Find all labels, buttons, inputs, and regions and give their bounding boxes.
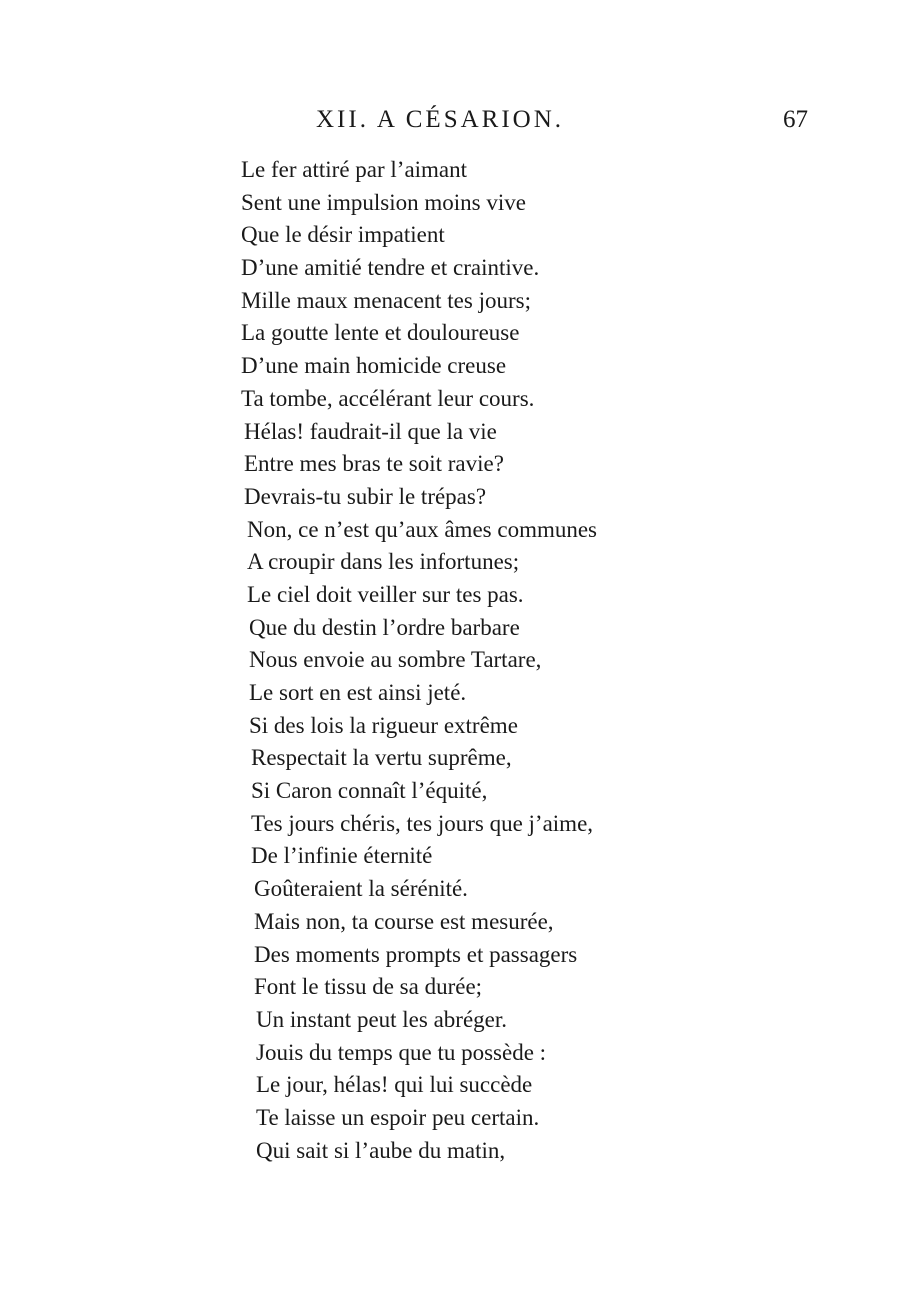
poem-line: Que du destin l’ordre barbare xyxy=(249,614,520,640)
poem-line: Devrais-tu subir le trépas? xyxy=(244,483,487,509)
poem-line: Que le désir impatient xyxy=(241,222,445,248)
poem-line: Le ciel doit veiller sur tes pas. xyxy=(247,581,524,607)
poem-line: Qui sait si l’aube du matin, xyxy=(256,1137,506,1163)
poem-line: D’une main homicide creuse xyxy=(241,353,507,379)
poem-line: Nous envoie au sombre Tartare, xyxy=(249,647,542,673)
poem-line: Ta tombe, accélérant leur cours. xyxy=(241,385,535,411)
poem-line: Mille maux menacent tes jours; xyxy=(241,287,531,313)
poem-line: Le sort en est ainsi jeté. xyxy=(249,680,467,705)
running-title: XII. A CÉSARION. xyxy=(316,106,565,133)
poem-line: Si des lois la rigueur extrême xyxy=(249,712,518,738)
poem-line: La goutte lente et douloureuse xyxy=(241,320,520,346)
poem-text xyxy=(241,154,597,1167)
poem-line: Te laisse un espoir peu certain. xyxy=(256,1104,540,1130)
page-number: 67 xyxy=(783,106,808,133)
poem-line: Un instant peut les abréger. xyxy=(256,1006,508,1032)
poem-line: A croupir dans les infortunes; xyxy=(247,549,520,575)
poem-line: Jouis du temps que tu possède : xyxy=(256,1039,547,1065)
poem-line: Respectait la vertu suprême, xyxy=(251,745,512,771)
poem-line: Entre mes bras te soit ravie? xyxy=(244,451,504,477)
poem-line: D’une amitié tendre et craintive. xyxy=(241,255,540,281)
poem-line: De l’infinie éternité xyxy=(251,843,433,869)
poem-line: Goûteraient la sérénité. xyxy=(254,876,468,902)
poem-line: Le jour, hélas! qui lui succède xyxy=(256,1072,533,1098)
poem-line: Hélas! faudrait-il que la vie xyxy=(244,418,497,444)
poem-line: Non, ce n’est qu’aux âmes communes xyxy=(247,516,598,542)
poem-line: Mais non, ta course est mesurée, xyxy=(254,908,554,934)
poem-line: Font le tissu de sa durée; xyxy=(254,974,483,1000)
poem-line: Si Caron connaît l’équité, xyxy=(251,778,488,804)
poem-line: Sent une impulsion moins vive xyxy=(241,189,526,215)
poem-line: Le fer attiré par l’aimant xyxy=(241,157,468,182)
poem-line: Tes jours chéris, tes jours que j’aime, xyxy=(251,810,594,836)
poem-line: Des moments prompts et passagers xyxy=(254,941,578,967)
